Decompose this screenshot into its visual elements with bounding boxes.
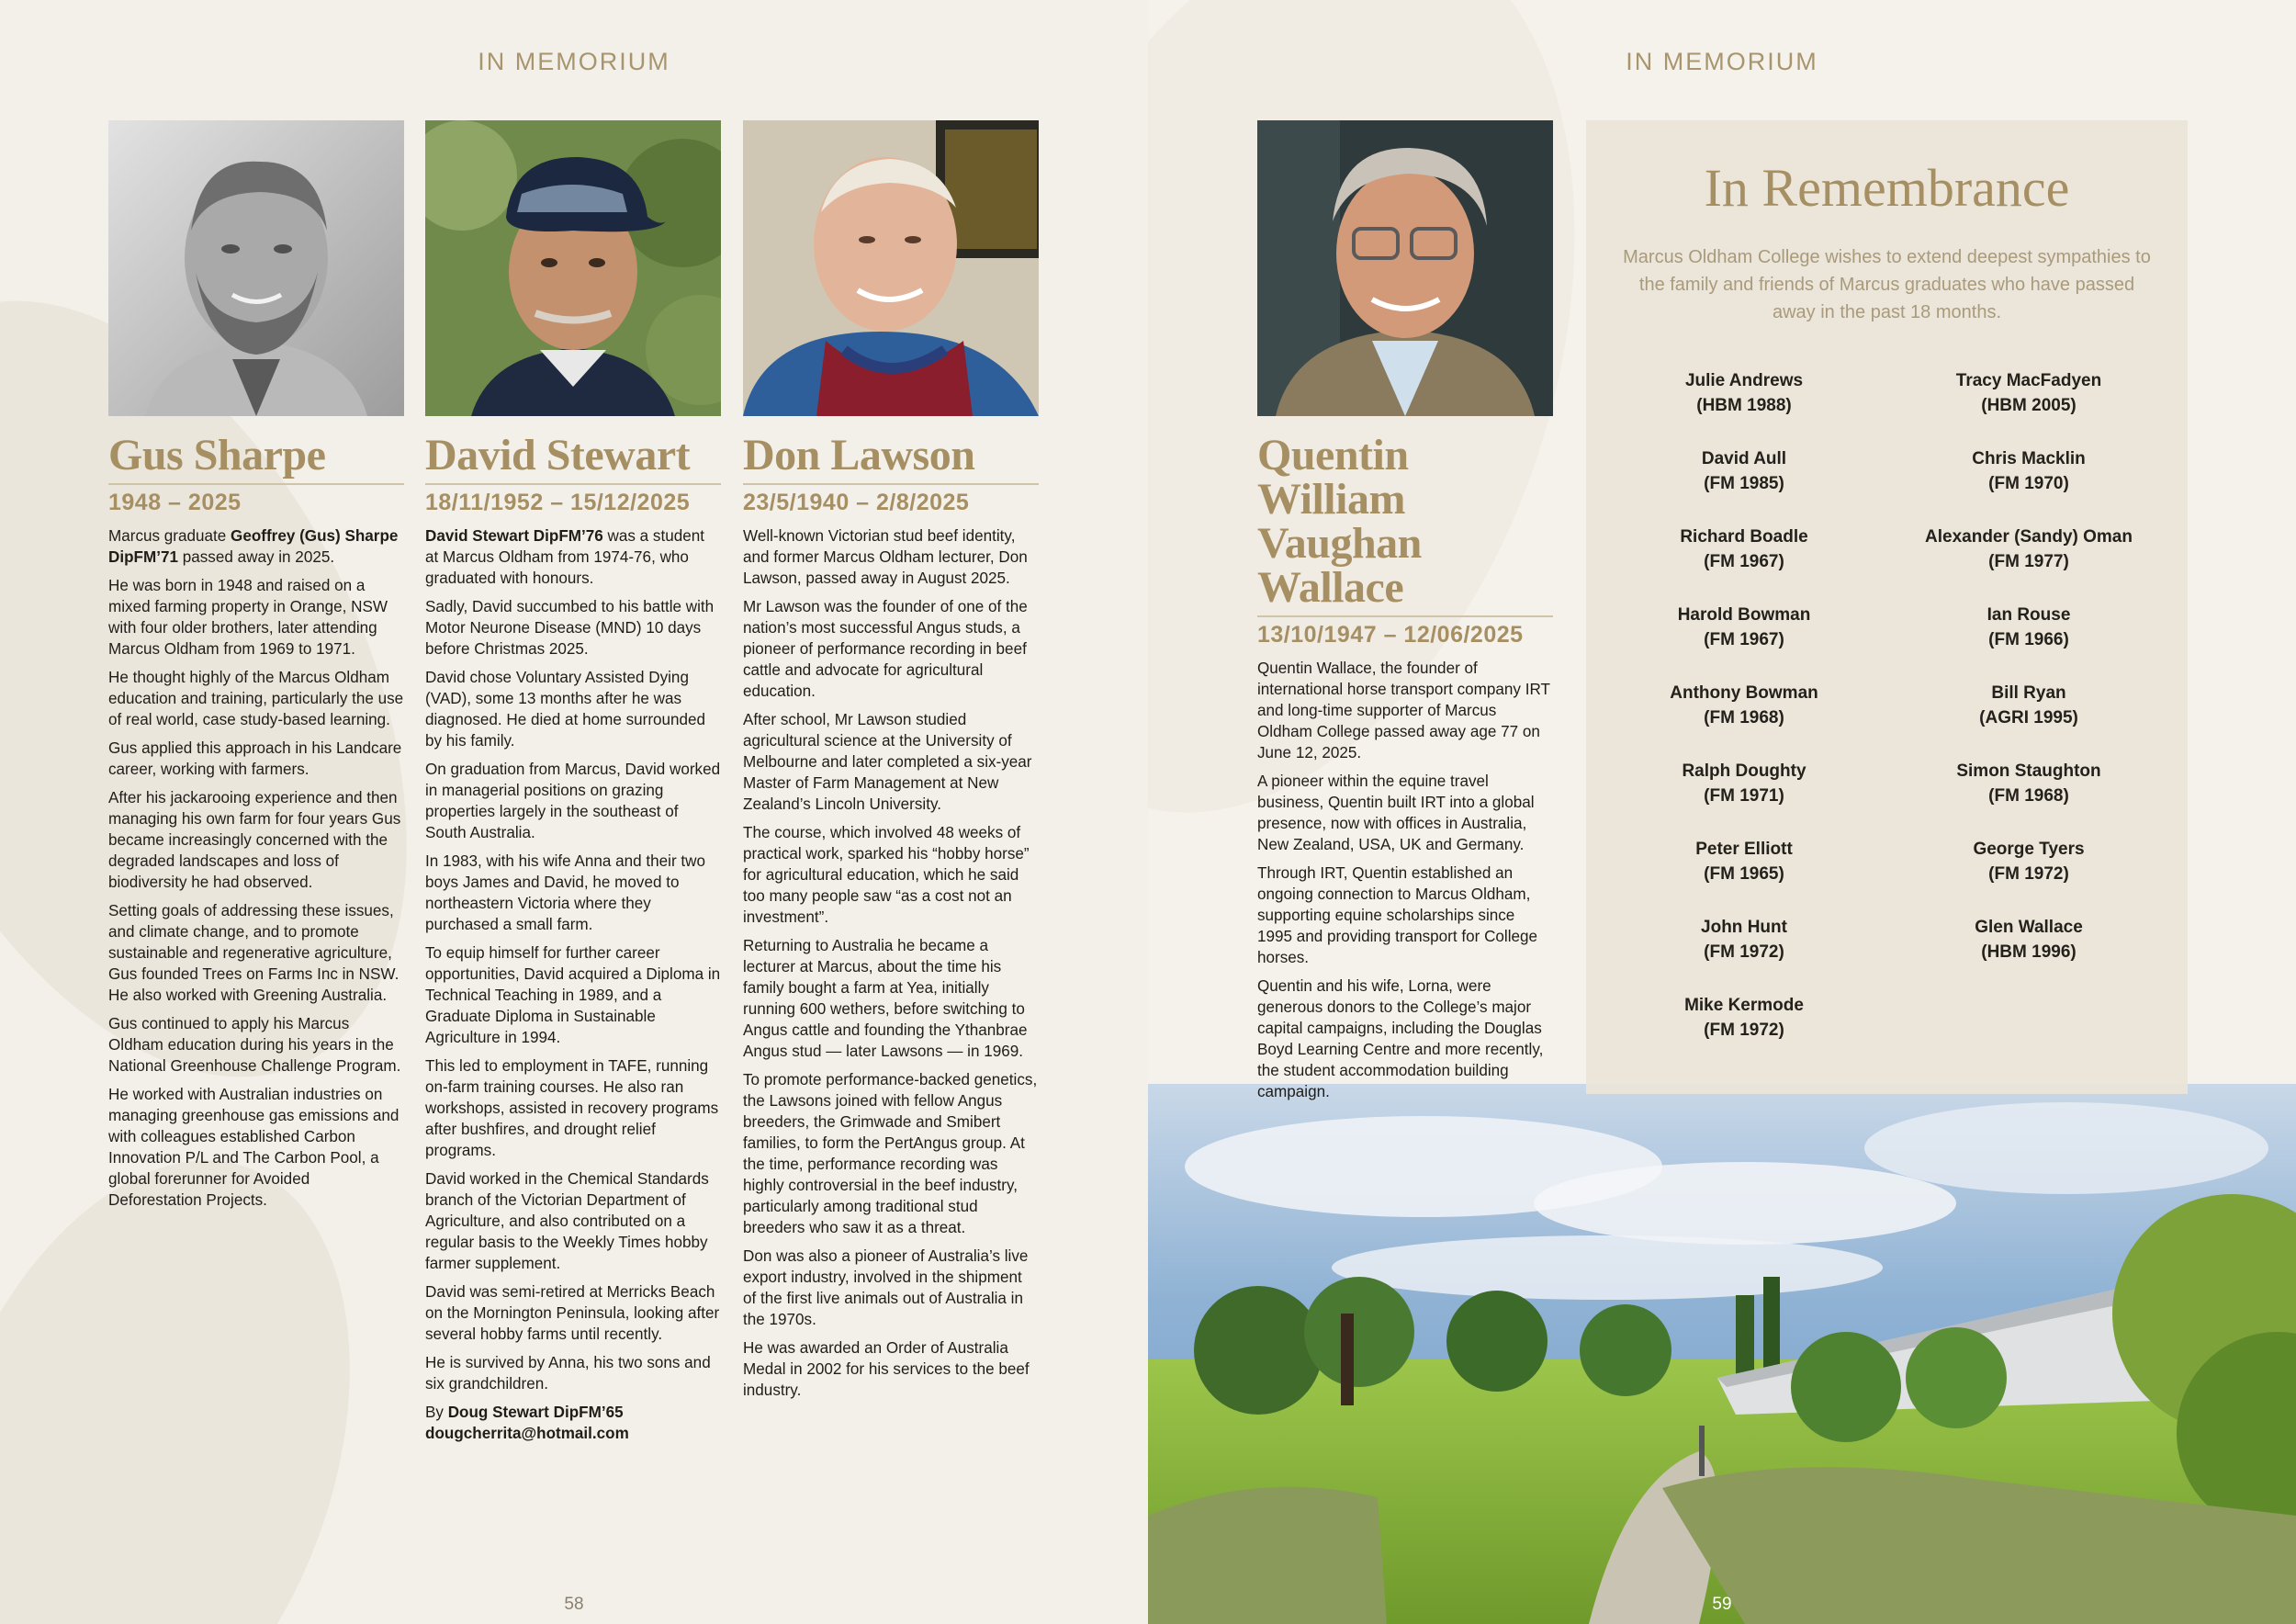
obituary-paragraph: In 1983, with his wife Anna and their two boys James and David, he moved to northeastern Victoria where they purchased a small farm. <box>425 852 706 933</box>
remembrance-detail: (FM 1977) <box>1988 552 2069 571</box>
obituary-paragraph: This led to employment in TAFE, running on-farm training courses. He also ran workshops, assisted in recovery programs after bushfires, and drought relief programs. <box>425 1057 719 1159</box>
obituary-paragraph: Setting goals of addressing these issues, and climate change, and to promote sustainable and regenerative agriculture, Gus founded Trees on Farms Inc in NSW. He also worked with Greening Australia. <box>108 902 400 1004</box>
obituary-paragraph: Mr Lawson was the founder of one of the nation’s most successful Angus studs, a pioneer of performance recording in beef cattle and advocate for agricultural education. <box>743 598 1028 700</box>
remembrance-detail: (HBM 2005) <box>1981 396 2077 415</box>
remembrance-detail: (FM 1967) <box>1704 552 1784 571</box>
person-name: Don Lawson <box>743 431 975 479</box>
remembrance-name: Simon Staughton <box>1956 761 2101 781</box>
remembrance-name: Alexander (Sandy) Oman <box>1925 527 2133 547</box>
obituary-gus-sharpe <box>108 431 404 1218</box>
remembrance-entry <box>1606 837 1882 915</box>
remembrance-detail: (FM 1971) <box>1704 786 1784 806</box>
obituary-body <box>1257 658 1553 1102</box>
remembrance-name: Richard Boadle <box>1680 527 1808 547</box>
remembrance-detail: (HBM 1988) <box>1696 396 1792 415</box>
obituary-paragraph: To promote performance-backed genetics, the Lawsons joined with fellow Angus breeders, the Grimwade and Smibert families, to form the PertAngus group. At the time, performance recording was highly controversial in the beef industry, particularly among traditional stud breeders who saw it as a threat. <box>743 1071 1038 1236</box>
remembrance-detail: (FM 1970) <box>1988 474 2069 493</box>
obituary-paragraph: By Doug Stewart DipFM’65 dougcherrita@hotmail.com <box>425 1404 629 1442</box>
person-name: Gus Sharpe <box>108 431 326 479</box>
obituary-paragraph: Marcus graduate Geoffrey (Gus) Sharpe DipFM’71 passed away in 2025. <box>108 527 399 566</box>
remembrance-detail: (HBM 1996) <box>1981 942 2077 962</box>
obituary-body <box>108 525 404 1211</box>
page-number: 58 <box>564 1595 584 1614</box>
remembrance-name: Harold Bowman <box>1677 605 1811 625</box>
remembrance-detail: (FM 1985) <box>1704 474 1784 493</box>
remembrance-name: Ralph Doughty <box>1682 761 1806 781</box>
life-dates: 23/5/1940 – 2/8/2025 <box>743 483 1039 516</box>
remembrance-name: Anthony Bowman <box>1670 683 1818 703</box>
remembrance-entry <box>1891 915 2167 993</box>
remembrance-entry <box>1891 368 2167 446</box>
obituary-quentin-wallace <box>1257 431 1553 1110</box>
obituary-paragraph: David chose Voluntary Assisted Dying (VAD), some 13 months after he was diagnosed. He died at home surrounded by his family. <box>425 669 706 750</box>
remembrance-name: Peter Elliott <box>1695 840 1793 859</box>
person-name: David Stewart <box>425 431 691 479</box>
remembrance-list-right <box>1891 368 2167 993</box>
remembrance-name: Mike Kermode <box>1684 996 1804 1015</box>
obituary-paragraph: Returning to Australia he became a lecturer at Marcus, about the time his family bought a farm at Yea, initially running 600 wethers, before switching to Angus cattle and founding the Ythanbrae Angus stud — later Lawsons — in 1969. <box>743 937 1028 1060</box>
remembrance-intro: Marcus Oldham College wishes to extend deepest sympathies to the family and friends of Marcus graduates who have passed away in the past 18 months. <box>1623 247 2151 322</box>
life-dates: 13/10/1947 – 12/06/2025 <box>1257 615 1553 648</box>
remembrance-detail: (FM 1972) <box>1704 942 1784 962</box>
obituary-paragraph: Gus applied this approach in his Landcare career, working with farmers. <box>108 739 402 778</box>
remembrance-entry <box>1606 915 1882 993</box>
remembrance-name: Ian Rouse <box>1986 605 2071 625</box>
obituary-paragraph: A pioneer within the equine travel business, Quentin built IRT into a global presence, now with offices in Australia, New Zealand, USA, UK and Germany. <box>1257 773 1535 853</box>
remembrance-name: David Aull <box>1701 449 1787 468</box>
running-head: IN MEMORIUM <box>478 48 670 75</box>
portrait-quentin-wallace <box>1257 120 1553 416</box>
obituary-paragraph: Sadly, David succumbed to his battle with Motor Neurone Disease (MND) 10 days before Christmas 2025. <box>425 598 715 658</box>
in-remembrance-panel <box>1586 120 2188 1094</box>
remembrance-name: Chris Macklin <box>1972 449 2086 468</box>
obituary-paragraph: He thought highly of the Marcus Oldham education and training, particularly the use of real world, case study-based learning. <box>108 669 404 728</box>
remembrance-title: In Remembrance <box>1704 158 2070 218</box>
remembrance-detail: (FM 1972) <box>1988 864 2069 884</box>
life-dates: 1948 – 2025 <box>108 483 404 516</box>
remembrance-entry <box>1606 446 1882 524</box>
obituary-paragraph: The course, which involved 48 weeks of practical work, sparked his “hobby horse” for agricultural education, which he said too many people saw “as a cost not an investment”. <box>743 824 1030 926</box>
remembrance-entry <box>1606 524 1882 603</box>
remembrance-entry <box>1891 837 2167 915</box>
remembrance-entry <box>1606 993 1882 1071</box>
obituary-paragraph: He is survived by Anna, his two sons and six grandchildren. <box>425 1354 711 1393</box>
remembrance-entry <box>1606 759 1882 837</box>
obituary-don-lawson <box>743 431 1039 1408</box>
person-name: Quentin William Vaughan Wallace <box>1257 431 1422 612</box>
remembrance-list-left <box>1606 368 1882 1071</box>
portrait-david-stewart <box>425 120 721 416</box>
obituary-paragraph: David worked in the Chemical Standards branch of the Victorian Department of Agriculture, and also contributed on a regular basis to the Weekly Times hobby farmer supplement. <box>425 1170 709 1272</box>
obituary-paragraph: After school, Mr Lawson studied agricultural science at the University of Melbourne and later completed a six-year Master of Farm Management at New Zealand’s Lincoln University. <box>743 711 1032 813</box>
right-page <box>1148 0 2296 1624</box>
remembrance-name: Julie Andrews <box>1684 371 1804 390</box>
obituary-paragraph: Through IRT, Quentin established an ongoing connection to Marcus Oldham, supporting equine scholarships since 1995 and providing transport for College horses. <box>1257 864 1538 966</box>
remembrance-entry <box>1891 446 2167 524</box>
remembrance-name: Bill Ryan <box>1991 683 2066 703</box>
remembrance-name: John Hunt <box>1701 918 1787 937</box>
obituary-paragraph: On graduation from Marcus, David worked in managerial positions on grazing properties largely in the southeast of South Australia. <box>425 761 721 841</box>
page-number: 59 <box>1712 1595 1732 1614</box>
obituary-paragraph: To equip himself for further career opportunities, David acquired a Diploma in Technical Teaching in 1989, and a Graduate Diploma in Sustainable Agriculture in 1994. <box>425 944 721 1046</box>
obituary-paragraph: Don was also a pioneer of Australia’s live export industry, involved in the shipment of the first live animals out of Australia in the 1970s. <box>743 1247 1029 1328</box>
running-head: IN MEMORIUM <box>1626 48 1818 75</box>
obituary-paragraph: David Stewart DipFM’76 was a student at Marcus Oldham from 1974-76, who graduated with honours. <box>425 527 705 587</box>
remembrance-name: Tracy MacFadyen <box>1955 371 2102 390</box>
remembrance-entry <box>1606 368 1882 446</box>
remembrance-detail: (FM 1966) <box>1988 630 2069 649</box>
obituary-paragraph: He was born in 1948 and raised on a mixed farming property in Orange, NSW with four older brothers, later attending Marcus Oldham from 1969 to 1971. <box>108 577 388 658</box>
obituary-david-stewart <box>425 431 721 1451</box>
remembrance-entry <box>1891 603 2167 681</box>
obituary-body <box>425 525 721 1444</box>
remembrance-detail: (FM 1968) <box>1988 786 2069 806</box>
remembrance-detail: (AGRI 1995) <box>1979 708 2078 727</box>
obituary-paragraph: Well-known Victorian stud beef identity, and former Marcus Oldham lecturer, Don Lawson, passed away in August 2025. <box>743 527 1028 587</box>
remembrance-detail: (FM 1967) <box>1704 630 1784 649</box>
obituary-paragraph: Quentin Wallace, the founder of international horse transport company IRT and long-time supporter of Marcus Oldham College passed away age 77 on June 12, 2025. <box>1257 660 1550 761</box>
remembrance-detail: (FM 1972) <box>1704 1021 1784 1040</box>
remembrance-detail: (FM 1965) <box>1704 864 1784 884</box>
obituary-paragraph: David was semi-retired at Merricks Beach on the Mornington Peninsula, looking after several hobby farms until recently. <box>425 1283 720 1343</box>
obituary-paragraph: After his jackarooing experience and then managing his own farm for four years Gus became increasingly concerned with the degraded landscapes and loss of biodiversity he had observed. <box>108 789 401 891</box>
remembrance-detail: (FM 1968) <box>1704 708 1784 727</box>
campus-garden-photo <box>1148 1084 2296 1624</box>
obituary-paragraph: He was awarded an Order of Australia Medal in 2002 for his services to the beef industry. <box>743 1339 1030 1399</box>
obituary-paragraph: Quentin and his wife, Lorna, were generous donors to the College’s major capital campaigns, including the Douglas Boyd Learning Centre and more recently, the student accommodation building campaign. <box>1257 977 1544 1100</box>
portrait-gus-sharpe <box>108 120 404 416</box>
portrait-don-lawson <box>743 120 1039 416</box>
life-dates: 18/11/1952 – 15/12/2025 <box>425 483 721 516</box>
obituary-body <box>743 525 1039 1401</box>
remembrance-name: George Tyers <box>1973 840 2085 859</box>
remembrance-entry <box>1891 681 2167 759</box>
remembrance-entry <box>1606 681 1882 759</box>
remembrance-name: Glen Wallace <box>1975 918 2083 937</box>
remembrance-entry <box>1606 603 1882 681</box>
remembrance-entry <box>1891 524 2167 603</box>
obituary-paragraph: He worked with Australian industries on managing greenhouse gas emissions and with colleagues established Carbon Innovation P/L and The Carbon Pool, a global forerunner for Avoided Deforestation Projects. <box>108 1086 400 1209</box>
remembrance-entry <box>1891 759 2167 837</box>
obituary-paragraph: Gus continued to apply his Marcus Oldham education during his years in the National Greenhouse Challenge Program. <box>108 1015 401 1075</box>
